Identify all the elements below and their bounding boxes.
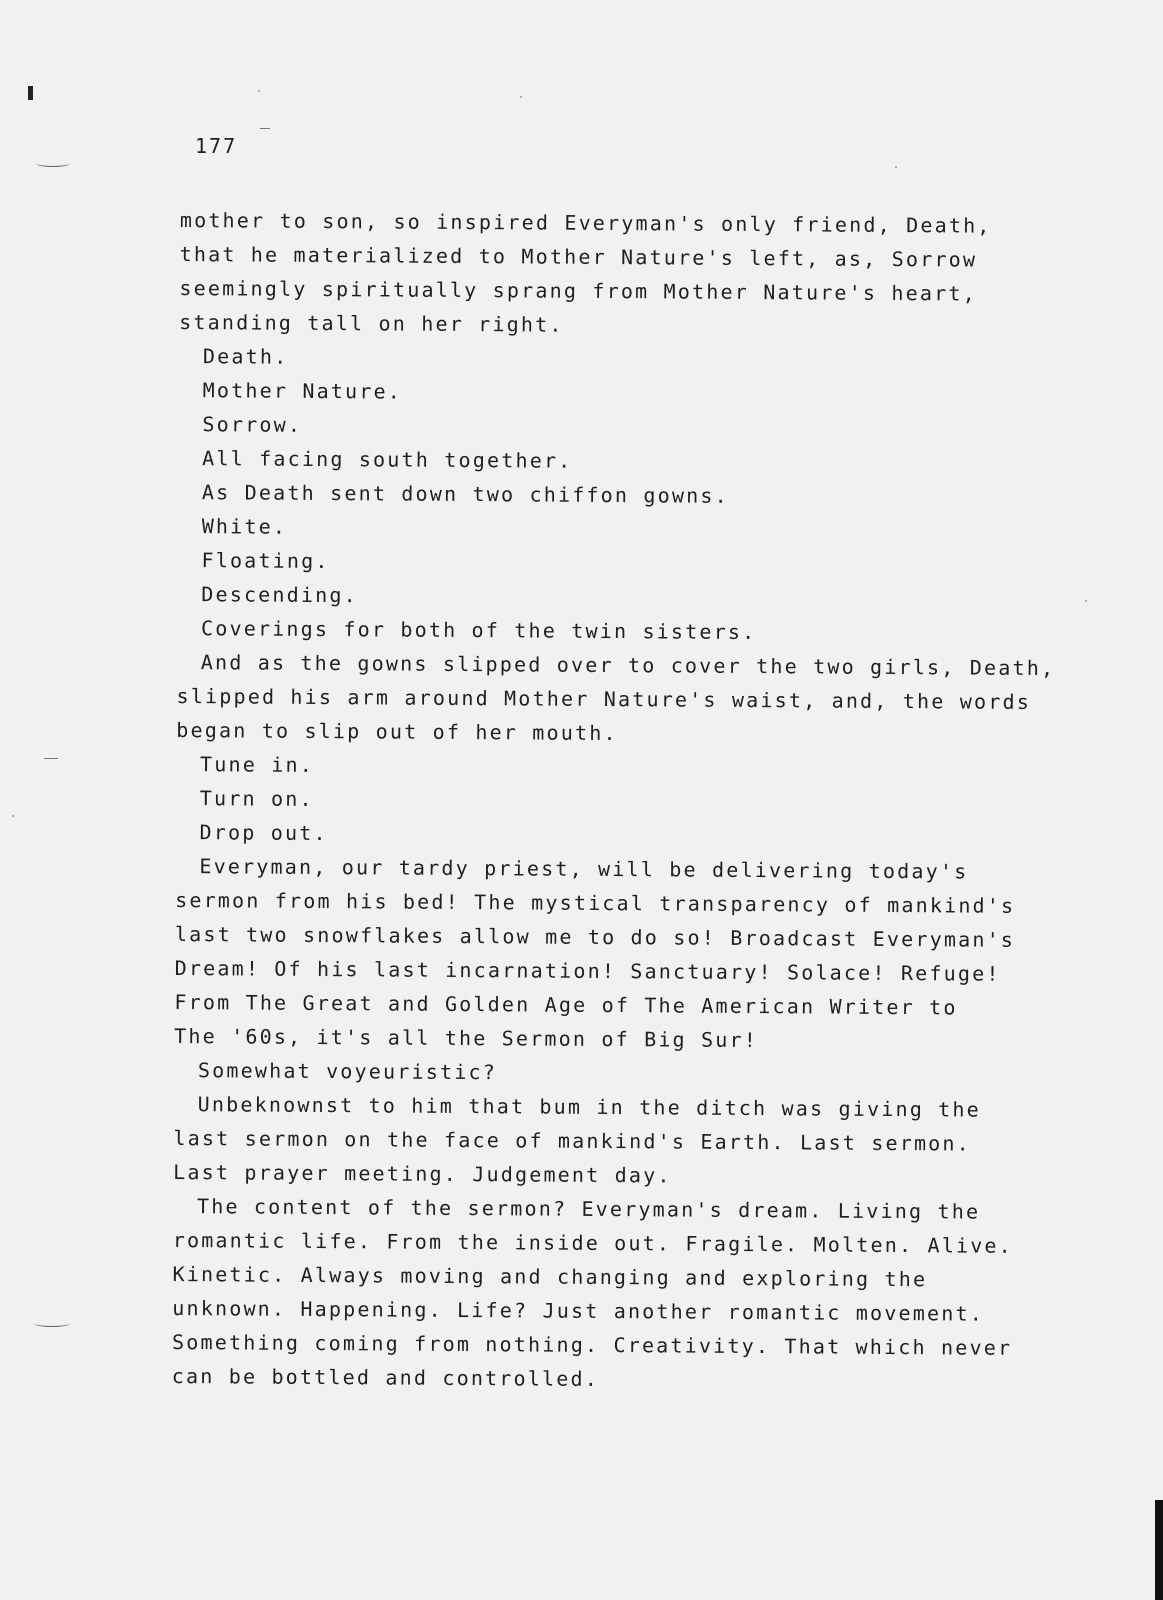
scan-dash	[44, 758, 58, 759]
scan-dash	[260, 128, 270, 129]
text-line: Coverings for both of the twin sisters.	[200, 616, 757, 645]
text-line: Turn on.	[199, 786, 314, 811]
text-line: And as the gowns slipped over to cover the two girls, Death,	[200, 650, 1056, 681]
text-line: Death.	[202, 344, 289, 369]
text-line: The '60s, it's all the Sermon of Big Sur!	[174, 1023, 759, 1053]
text-line: White.	[201, 514, 288, 539]
text-line: romantic life. From the inside out. Fragile. Molten. Alive.	[172, 1227, 1014, 1258]
text-line: The content of the sermon? Everyman's dream. Living the	[196, 1194, 981, 1224]
text-line: Kinetic. Always moving and changing and exploring the	[172, 1261, 928, 1292]
text-line: began to slip out of her mouth.	[176, 717, 618, 746]
text-line: last two snowflakes allow me to do so! Broadcast Everyman's	[174, 921, 1016, 952]
text-line: Somewhat voyeuristic?	[197, 1058, 498, 1085]
text-line: From The Great and Golden Age of The American Writer to	[174, 989, 958, 1020]
text-line: standing tall on her right.	[179, 309, 564, 337]
text-line: mother to son, so inspired Everyman's only friend, Death,	[179, 207, 992, 238]
scan-curl	[36, 160, 70, 167]
text-line: Everyman, our tardy priest, will be delivering today's	[199, 854, 969, 884]
text-line: last sermon on the face of mankind's Earth. Last sermon.	[173, 1125, 972, 1156]
scan-speck	[258, 90, 260, 92]
text-line: Something coming from nothing. Creativity. That which never	[171, 1329, 1013, 1360]
text-line: Sorrow.	[202, 412, 303, 437]
text-line: sermon from his bed! The mystical transparency of mankind's	[175, 887, 1016, 918]
scan-speck	[520, 96, 522, 98]
text-line: that he materialized to Mother Nature's left, as, Sorrow	[179, 241, 978, 272]
text-line: Tune in.	[199, 752, 315, 777]
text-line: All facing south together.	[202, 446, 573, 473]
text-line: Last prayer meeting. Judgement day.	[173, 1159, 672, 1188]
text-line: unknown. Happening. Life? Just another romantic movement.	[172, 1295, 985, 1326]
text-line: seemingly spiritually sprang from Mother Nature's heart,	[179, 275, 977, 306]
text-line: can be bottled and controlled.	[171, 1363, 600, 1391]
text-line: Dream! Of his last incarnation! Sanctuary! Solace! Refuge!	[174, 955, 1001, 986]
text-line: Mother Nature.	[202, 378, 403, 404]
scan-edge-bar	[1155, 1500, 1163, 1600]
scan-speck	[1085, 600, 1087, 602]
body-text	[171, 203, 1056, 1399]
text-line: slipped his arm around Mother Nature's waist, and, the words	[176, 683, 1032, 714]
scan-speck	[12, 815, 14, 817]
page-number: 177	[195, 134, 238, 158]
scan-speck	[895, 166, 897, 168]
text-line: As Death sent down two chiffon gowns.	[201, 480, 729, 508]
text-line: Descending.	[201, 582, 359, 608]
text-line: Floating.	[201, 548, 330, 574]
text-line: Unbeknownst to him that bum in the ditch was giving the	[197, 1092, 982, 1122]
scan-curl	[34, 1320, 70, 1327]
text-line: Drop out.	[199, 820, 328, 846]
scan-mark	[28, 86, 33, 100]
